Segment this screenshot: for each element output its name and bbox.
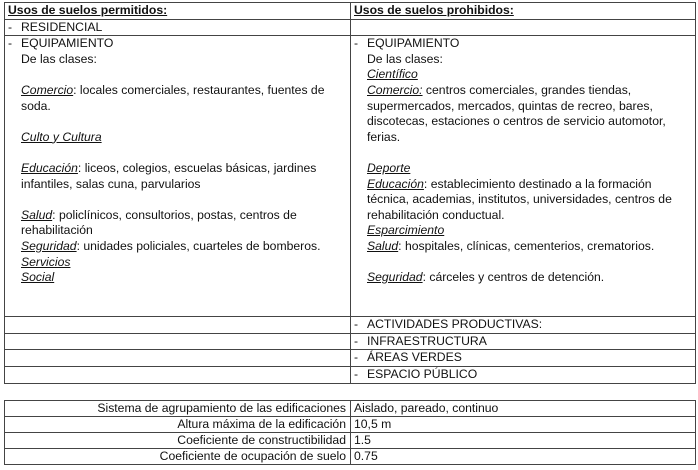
espacio-publico-row bbox=[5, 366, 696, 383]
empty-cell bbox=[5, 366, 351, 383]
param-row bbox=[5, 449, 696, 465]
actividades-row bbox=[5, 317, 696, 334]
permitted-salud: Salud: policlínicos, consultorios, postas, centros de rehabilitación bbox=[21, 207, 297, 238]
empty-cell bbox=[5, 333, 351, 350]
param-value: 10,5 m bbox=[351, 417, 696, 433]
prohibited-infraestructura-cell: - INFRAESTRUCTURA bbox=[351, 333, 696, 350]
prohibited-educacion: Educación: establecimiento destinado a la formación técnica, academias, institutos, universidades, centros de rehabilitación conductual. bbox=[367, 176, 672, 222]
prohibited-espacio-publico-cell: - ESPACIO PÚBLICO bbox=[351, 366, 696, 383]
prohibited-salud: Salud: hospitales, clínicas, cementerios, crematorios. bbox=[367, 238, 655, 253]
permitted-header: Usos de suelos permitidos: bbox=[5, 3, 351, 20]
equipamiento-row bbox=[5, 36, 696, 317]
infraestructura-label: INFRAESTRUCTURA bbox=[367, 333, 487, 348]
espacio-publico-label: ESPACIO PÚBLICO bbox=[367, 366, 478, 381]
land-use-table bbox=[4, 2, 696, 384]
permitted-servicios: Servicios bbox=[21, 254, 71, 269]
prohibited-equipamiento-cell: - EQUIPAMIENTO De las clases: Científico Comercio: centros comerciales, grandes tiendas, supermercados, mercados, quintas de recreo, bares, discotecas, estaciones o centros de servicio automotor, ferias. Deporte Educación: establecimiento destinado a la formación técnica, academias, institutos, universidades, centros de rehabilitación conductual. Esparcimiento Salud: hospitales, clínicas, cementerios, crematorios. Seguridad: cárceles y centros de detención. bbox=[351, 36, 696, 317]
param-label: Altura máxima de la edificación bbox=[5, 417, 351, 433]
param-value: 1.5 bbox=[351, 433, 696, 449]
param-row bbox=[5, 401, 696, 417]
building-parameters-table bbox=[4, 400, 696, 465]
permitted-culto: Culto y Cultura bbox=[21, 129, 102, 144]
prohibited-header: Usos de suelos prohibidos: bbox=[351, 3, 696, 20]
prohibited-deporte: Deporte bbox=[367, 160, 411, 175]
permitted-educacion: Educación: liceos, colegios, escuelas básicas, jardines infantiles, salas cuna, parvularios bbox=[21, 160, 317, 191]
param-label: Sistema de agrupamiento de las edificaciones bbox=[5, 401, 351, 417]
prohibited-comercio: Comercio: centros comerciales, grandes tiendas, supermercados, mercados, quintas de recreo, bares, discotecas, estaciones o centros de servicio automotor, ferias. bbox=[367, 82, 666, 144]
permitted-social: Social bbox=[21, 270, 55, 285]
permitted-equipamiento-cell: - EQUIPAMIENTO De las clases: Comercio: locales comerciales, restaurantes, fuentes de soda. Culto y Cultura Educación: liceos, colegios, escuelas básicas, jardines infantiles, salas cuna, parvularios Salud: policlínicos, consultorios, postas, centros de rehabilitación Seguridad: unidades policiales, cuarteles de bomberos. Servicios Social bbox=[5, 36, 351, 317]
param-label: Coeficiente de ocupación de suelo bbox=[5, 449, 351, 465]
prohibited-esparcimiento: Esparcimiento bbox=[367, 223, 445, 238]
actividades-label: ACTIVIDADES PRODUCTIVAS: bbox=[367, 317, 543, 332]
residencial-row bbox=[5, 19, 696, 36]
header-row bbox=[5, 3, 696, 20]
areas-verdes-row bbox=[5, 350, 696, 367]
residencial-label: RESIDENCIAL bbox=[21, 19, 103, 34]
areas-verdes-label: ÁREAS VERDES bbox=[367, 350, 462, 365]
prohibited-cientifico: Científico bbox=[367, 67, 418, 82]
prohibited-areas-verdes-cell: - ÁREAS VERDES bbox=[351, 350, 696, 367]
param-row bbox=[5, 433, 696, 449]
permitted-de-las-clases: De las clases: bbox=[21, 51, 97, 66]
param-value: 0.75 bbox=[351, 449, 696, 465]
permitted-equipamiento-label: EQUIPAMIENTO bbox=[21, 36, 114, 51]
empty-cell bbox=[5, 350, 351, 367]
permitted-seguridad: Seguridad: unidades policiales, cuarteles de bomberos. bbox=[21, 238, 321, 253]
prohibited-de-las-clases: De las clases: bbox=[367, 51, 443, 66]
prohibited-actividades-cell: - ACTIVIDADES PRODUCTIVAS: bbox=[351, 317, 696, 334]
empty-cell bbox=[5, 317, 351, 334]
param-label: Coeficiente de constructibilidad bbox=[5, 433, 351, 449]
prohibited-equipamiento-label: EQUIPAMIENTO bbox=[367, 36, 460, 51]
param-row bbox=[5, 417, 696, 433]
param-value: Aislado, pareado, continuo bbox=[351, 401, 696, 417]
empty-cell bbox=[351, 19, 696, 36]
prohibited-seguridad: Seguridad: cárceles y centros de detención. bbox=[367, 270, 605, 285]
infraestructura-row bbox=[5, 333, 696, 350]
permitted-comercio: Comercio: locales comerciales, restaurantes, fuentes de soda. bbox=[21, 82, 325, 113]
permitted-residencial-cell: - RESIDENCIAL bbox=[5, 19, 351, 36]
